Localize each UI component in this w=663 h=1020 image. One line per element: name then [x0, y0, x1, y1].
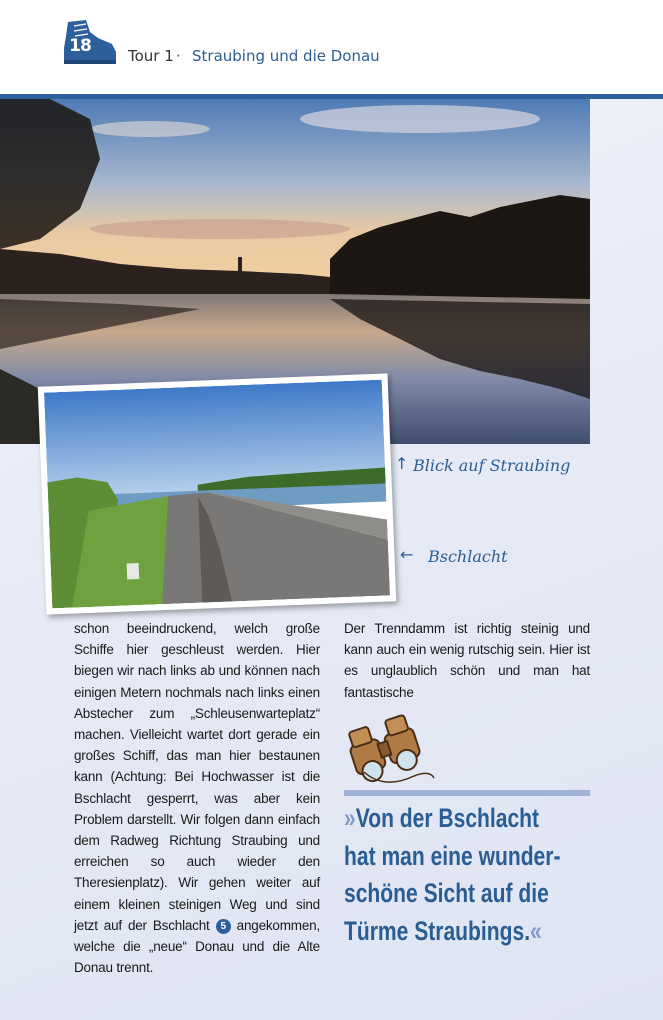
- quote-line-1: Von der Bschlacht: [355, 803, 540, 833]
- body-text-left-part1: schon beeindruckend, welch große Schiffe hier geschleust werden. Hier biegen wir nach links ab und können nach einigen Metern nochmals nach links einen Abstecher zum „Schleusenwarteplatz“ machen. Vielleicht wartet dort gerade ein großes Schiff, das man hier bestaunen kann (Achtung: Bei Hochwasser ist die Bschlacht gesperrt, was aber kein Problem darstellt. Wir folgen dann einfach dem Radweg Richtung Straubing und erreichen so auch wieder den Theresienplatz). Wir gehen weiter auf einem kleinen steinigen Weg und sind jetzt auf der Bschlacht: [74, 621, 320, 933]
- tour-label: Tour 1: [128, 47, 174, 65]
- body-text-right-column: [344, 618, 590, 703]
- caption-arrow-up-icon: ↑: [395, 454, 409, 473]
- quote-open-mark: »: [344, 803, 356, 833]
- quote-line-3: schöne Sicht auf die: [344, 878, 549, 908]
- small-photo-bschlacht: [44, 380, 390, 609]
- body-text-left-column: [74, 618, 320, 978]
- binoculars-icon: [344, 712, 440, 788]
- quote-line-2: hat man eine wunder-: [344, 840, 561, 871]
- caption-arrow-left-icon: ←: [400, 545, 414, 564]
- tour-title: Straubing und die Donau: [192, 47, 380, 65]
- body-text-right: Der Trenndamm ist richtig steinig und kann auch ein wenig rutschig sein. Hier ist es unglaublich schön und man hat fantastische: [344, 621, 590, 700]
- quote-close-mark: «: [530, 915, 542, 946]
- page-header: [0, 0, 663, 94]
- small-photo-frame: [38, 373, 396, 614]
- body-text-left-part2: angekommen, welche die „neue“ Donau und die Alte Donau trennt.: [74, 917, 320, 976]
- page-number: 18: [69, 36, 91, 56]
- waypoint-badge: 5: [216, 919, 231, 934]
- header-separator: ·: [176, 47, 181, 65]
- caption-small-photo: Bschlacht: [428, 547, 508, 566]
- pull-quote: [344, 800, 601, 950]
- quote-rule: [344, 790, 590, 796]
- caption-main-photo: Blick auf Straubing: [413, 456, 571, 475]
- quote-line-4: Türme Straubings.: [344, 915, 531, 946]
